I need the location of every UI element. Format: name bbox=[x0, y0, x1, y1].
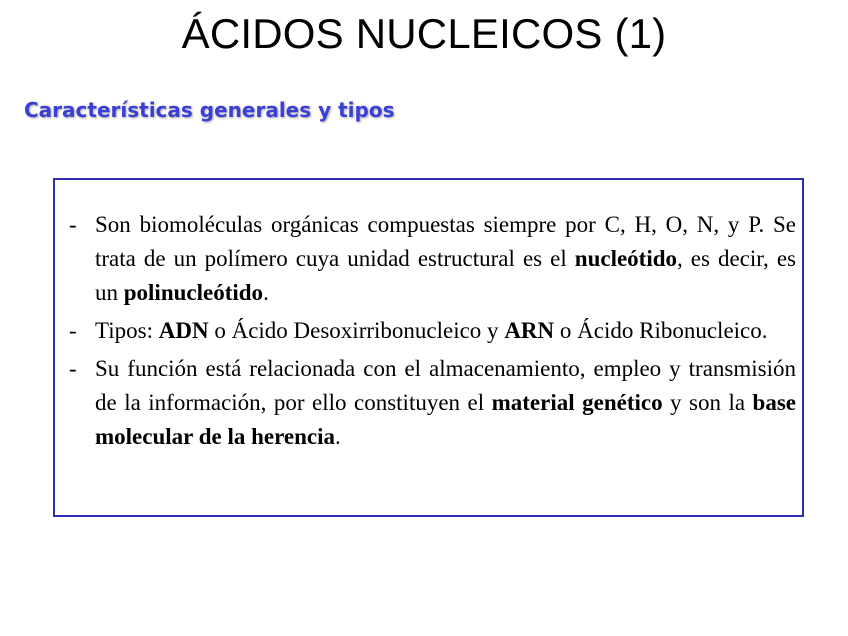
bullet-item-types bbox=[69, 314, 796, 348]
bullet-text: Son biomoléculas orgánicas compuestas siempre por C, H, O, N, y P. Se trata de un polímero cuya unidad estructural es el bbox=[95, 212, 796, 271]
bullet-text: Tipos: bbox=[95, 318, 159, 343]
bullet-bold-text: nucleótido bbox=[574, 246, 678, 271]
bullet-text: Su función está relacionada con el almacenamiento, empleo y transmisión de la información, por ello constituyen el bbox=[95, 356, 796, 415]
bullet-bold-text: base molecular de la herencia bbox=[95, 390, 796, 449]
bullet-bold-text: ADN bbox=[158, 318, 209, 343]
bullet-text: . bbox=[334, 424, 341, 449]
bullet-text: . bbox=[263, 280, 269, 305]
bullet-text: , es decir, es un bbox=[95, 246, 796, 305]
bullet-bold-text: material genético bbox=[491, 390, 663, 415]
bullet-item-function bbox=[69, 352, 796, 454]
bullet-item-composition bbox=[69, 208, 796, 310]
bullet-text: y son la bbox=[662, 390, 753, 415]
bullet-bold-text: ARN bbox=[504, 318, 555, 343]
bullet-bold-text: polinucleótido bbox=[123, 280, 264, 305]
bullet-text: o Ácido Ribonucleico. bbox=[554, 318, 768, 343]
bullet-dash: - bbox=[69, 318, 77, 343]
content-box bbox=[53, 178, 804, 517]
bullet-dash: - bbox=[69, 212, 77, 237]
bullet-list bbox=[69, 208, 796, 458]
slide-title: ÁCIDOS NUCLEICOS (1) bbox=[181, 10, 667, 57]
bullet-dash: - bbox=[69, 356, 77, 381]
slide-subtitle: Características generales y tipos bbox=[24, 98, 395, 122]
bullet-text: o Ácido Desoxirribonucleico y bbox=[208, 318, 505, 343]
